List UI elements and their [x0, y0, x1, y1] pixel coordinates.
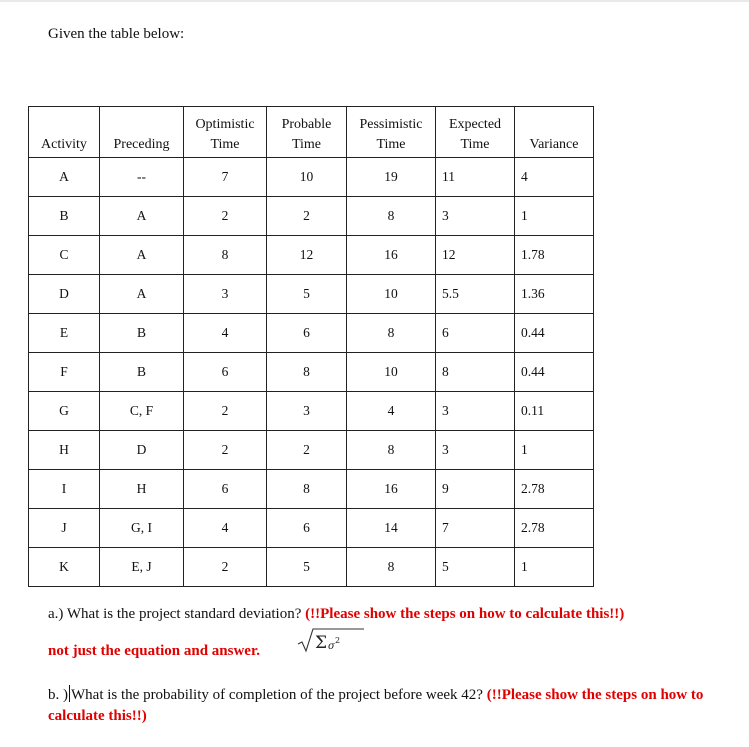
- question-b-emphasis: (!!Please show the steps on how to calculate this!!): [48, 687, 704, 724]
- table-cell: 1.36: [515, 275, 594, 314]
- table-cell: 3: [436, 431, 515, 470]
- header-line: Time: [376, 137, 406, 152]
- table-cell: 10: [267, 158, 347, 197]
- question-a: [48, 606, 624, 623]
- header-line: Time: [210, 137, 240, 152]
- table-cell: 9: [436, 470, 515, 509]
- table-cell: 2: [184, 197, 267, 236]
- table-cell: 4: [347, 392, 436, 431]
- table-cell: D: [100, 431, 184, 470]
- table-cell: 12: [436, 236, 515, 275]
- table-cell: 3: [267, 392, 347, 431]
- table-row: [29, 392, 594, 431]
- table-cell: 3: [436, 392, 515, 431]
- table-cell: 4: [184, 314, 267, 353]
- table-cell: 8: [436, 353, 515, 392]
- table-cell: 8: [347, 314, 436, 353]
- table-cell: 7: [184, 158, 267, 197]
- table-cell: 8: [347, 431, 436, 470]
- table-cell: 1: [515, 431, 594, 470]
- header-cell: [347, 107, 436, 158]
- table-cell: 6: [184, 470, 267, 509]
- header-line: Time: [460, 137, 490, 152]
- header-line: Probable: [281, 117, 332, 132]
- question-a-emphasis-continued: not just the equation and answer.: [48, 643, 260, 659]
- table-cell: H: [29, 431, 100, 470]
- table-cell: C: [29, 236, 100, 275]
- table-cell: E, J: [100, 548, 184, 587]
- table-cell: H: [100, 470, 184, 509]
- table-row: [29, 353, 594, 392]
- table-cell: B: [100, 314, 184, 353]
- squared-exponent: 2: [335, 636, 341, 645]
- text-cursor: [69, 685, 70, 702]
- table-cell: A: [100, 275, 184, 314]
- table-cell: 6: [184, 353, 267, 392]
- table-cell: 10: [347, 275, 436, 314]
- header-cell: [515, 107, 594, 158]
- table-row: [29, 236, 594, 275]
- table-row: [29, 197, 594, 236]
- table-cell: 8: [267, 470, 347, 509]
- question-b: [48, 685, 708, 727]
- table-cell: 4: [184, 509, 267, 548]
- table-cell: 0.11: [515, 392, 594, 431]
- table-cell: 6: [267, 314, 347, 353]
- table-cell: A: [100, 236, 184, 275]
- table-cell: 6: [436, 314, 515, 353]
- table-cell: 16: [347, 236, 436, 275]
- table-cell: 6: [267, 509, 347, 548]
- table-cell: 14: [347, 509, 436, 548]
- table-cell: J: [29, 509, 100, 548]
- table-row: [29, 158, 594, 197]
- table-cell: 2: [267, 197, 347, 236]
- table-cell: 12: [267, 236, 347, 275]
- table-cell: 16: [347, 470, 436, 509]
- table-cell: 7: [436, 509, 515, 548]
- table-cell: 4: [515, 158, 594, 197]
- table-row: [29, 548, 594, 587]
- table-cell: 8: [347, 197, 436, 236]
- table-cell: G, I: [100, 509, 184, 548]
- header-cell: [184, 107, 267, 158]
- question-b-text: What is the probability of completion of the project before week 42?: [71, 687, 487, 703]
- table-cell: 0.44: [515, 314, 594, 353]
- table-row: [29, 275, 594, 314]
- table-cell: 2: [267, 431, 347, 470]
- header-line: Preceding: [113, 137, 170, 152]
- table-cell: D: [29, 275, 100, 314]
- intro-text: Given the table below:: [48, 26, 185, 42]
- header-line: Time: [291, 137, 322, 152]
- table-header: [29, 107, 594, 158]
- table-cell: K: [29, 548, 100, 587]
- question-a-emphasis: (!!Please show the steps on how to calculate this!!): [305, 606, 625, 622]
- table-cell: 19: [347, 158, 436, 197]
- table-cell: 5.5: [436, 275, 515, 314]
- header-line: Pessimistic: [359, 117, 423, 132]
- header-line: Expected: [448, 117, 502, 132]
- table-cell: 2.78: [515, 470, 594, 509]
- table-cell: 1.78: [515, 236, 594, 275]
- header-line: Optimistic: [195, 117, 255, 132]
- question-b-label: b. ): [48, 687, 68, 703]
- table-cell: F: [29, 353, 100, 392]
- table-cell: C, F: [100, 392, 184, 431]
- table-row: [29, 470, 594, 509]
- pert-table: [28, 106, 594, 587]
- table-cell: 2.78: [515, 509, 594, 548]
- table-cell: 0.44: [515, 353, 594, 392]
- table-row: [29, 431, 594, 470]
- table-cell: 2: [184, 392, 267, 431]
- table-cell: 10: [347, 353, 436, 392]
- table-row: [29, 314, 594, 353]
- table-cell: B: [100, 353, 184, 392]
- sigma-symbol: σ: [328, 641, 335, 652]
- table-cell: 1: [515, 548, 594, 587]
- table-cell: 2: [184, 431, 267, 470]
- table-cell: 3: [184, 275, 267, 314]
- table-cell: 8: [267, 353, 347, 392]
- question-a-text: a.) What is the project standard deviation?: [48, 606, 306, 622]
- header-line: Variance: [529, 137, 579, 152]
- header-line: Activity: [41, 137, 87, 152]
- table-cell: 2: [184, 548, 267, 587]
- table-cell: A: [29, 158, 100, 197]
- table-cell: --: [100, 158, 184, 197]
- table-cell: A: [100, 197, 184, 236]
- table-cell: 8: [184, 236, 267, 275]
- table-cell: 5: [267, 275, 347, 314]
- table-cell: 8: [347, 548, 436, 587]
- table-cell: E: [29, 314, 100, 353]
- sqrt-sum-sigma-squared-formula: [296, 627, 366, 653]
- header-cell: [100, 107, 184, 158]
- table-cell: B: [29, 197, 100, 236]
- table-cell: G: [29, 392, 100, 431]
- table-body: [29, 158, 594, 587]
- table-cell: 5: [436, 548, 515, 587]
- table-cell: 5: [267, 548, 347, 587]
- header-cell: [29, 107, 100, 158]
- table-cell: 3: [436, 197, 515, 236]
- table-cell: 11: [436, 158, 515, 197]
- table-cell: 1: [515, 197, 594, 236]
- table-row: [29, 509, 594, 548]
- sum-symbol: Σ: [315, 633, 328, 653]
- top-divider: [0, 0, 749, 2]
- header-cell: [436, 107, 515, 158]
- table-cell: I: [29, 470, 100, 509]
- header-cell: [267, 107, 347, 158]
